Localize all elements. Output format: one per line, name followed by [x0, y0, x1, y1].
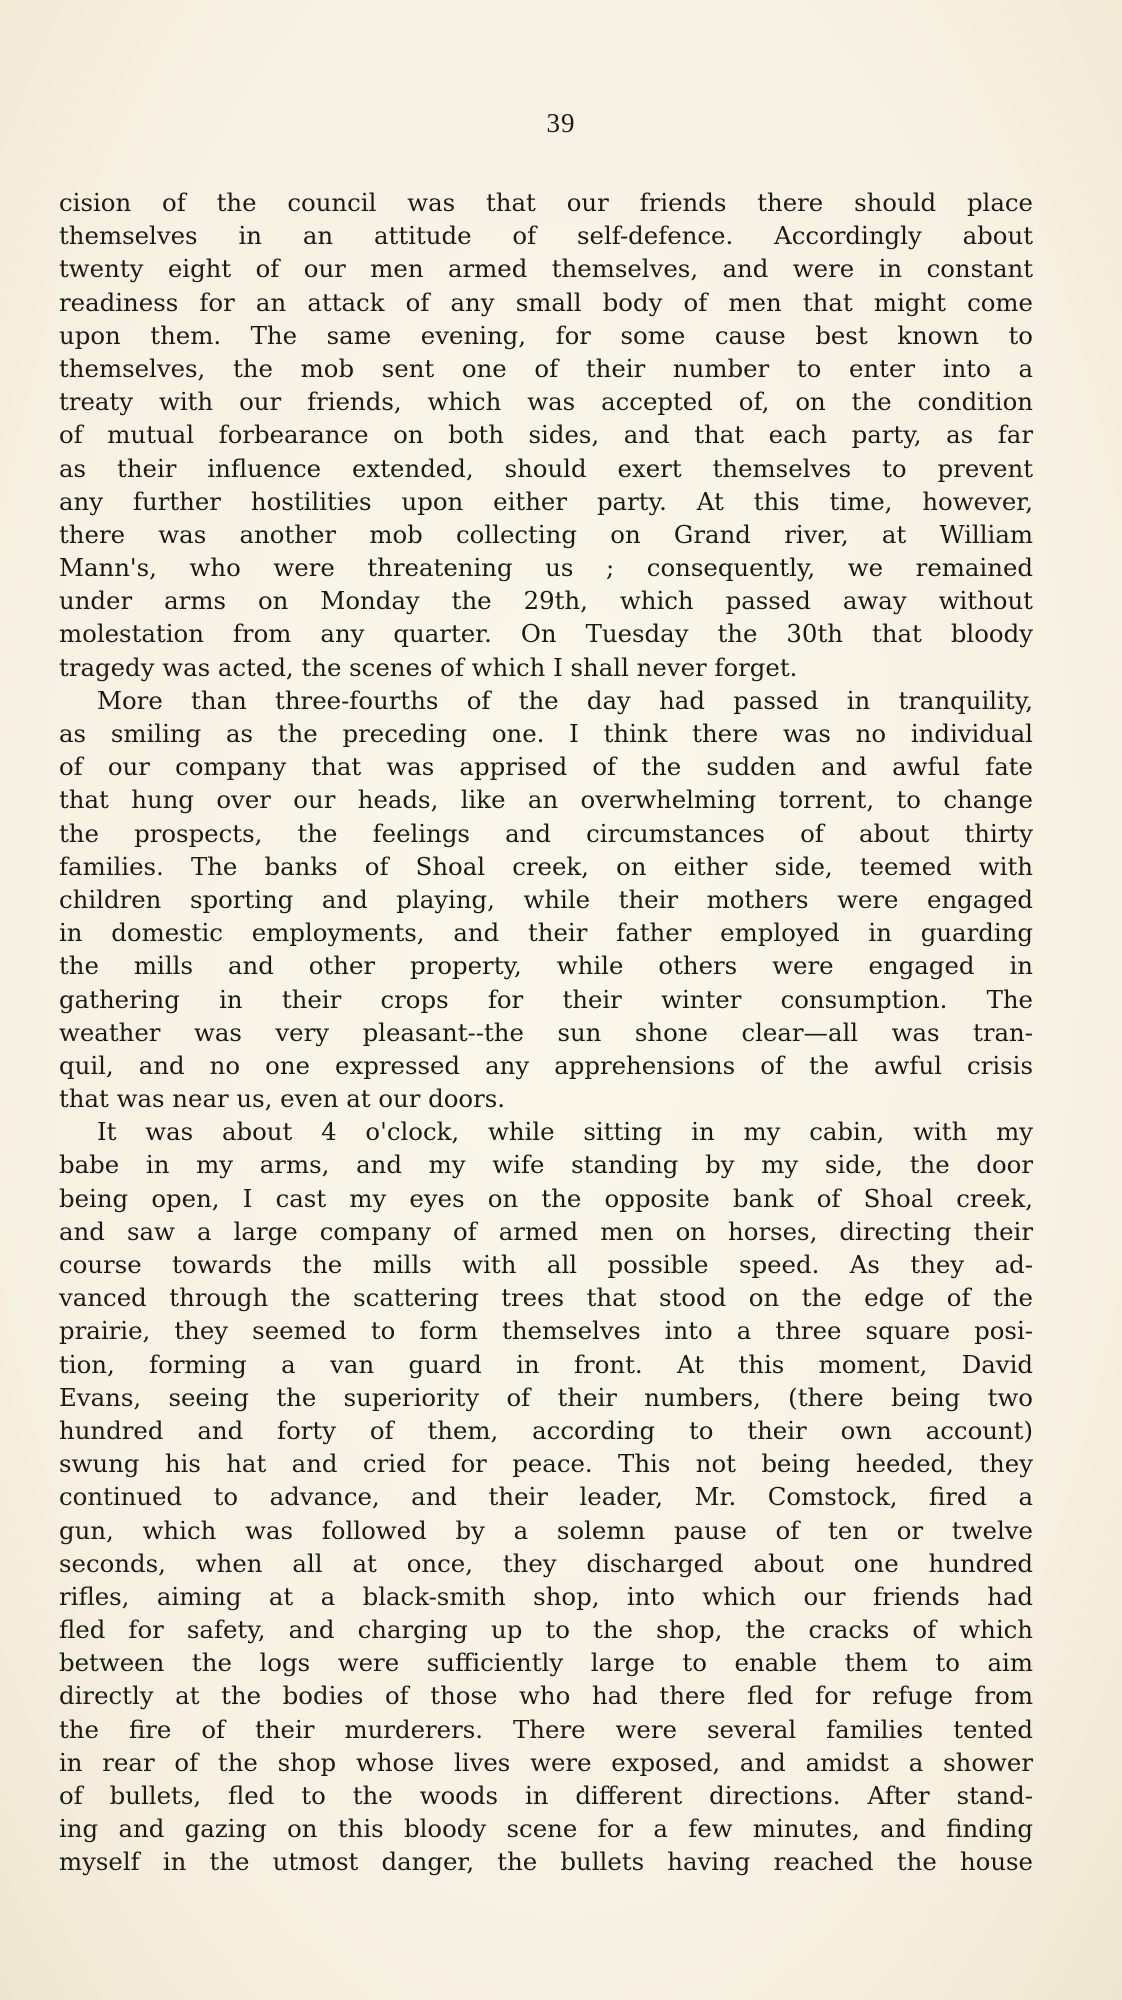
text-line: cision of the council was that our friends there should place	[59, 188, 1033, 217]
text-line: there was another mob collecting on Grand river, at William	[59, 519, 1033, 549]
text-line: It was about 4 o'clock, while sitting in my cabin, with my	[97, 1117, 1033, 1147]
text-line: the fire of their murderers. There were several families tented	[59, 1714, 1033, 1744]
text-line: of bullets, fled to the woods in different directions. After stand-	[59, 1781, 1033, 1810]
text-line: that was near us, even at our doors.	[59, 1084, 506, 1114]
body-text	[59, 186, 1033, 1879]
text-line: themselves in an attitude of self-defence. Accordingly about	[59, 221, 1033, 251]
text-line: upon them. The same evening, for some cause best known to	[59, 320, 1033, 350]
text-line: gathering in their crops for their winter consumption. The	[59, 984, 1033, 1014]
text-line: course towards the mills with all possible speed. As they ad-	[59, 1250, 1033, 1279]
text-line: Mann's, who were threatening us ; consequently, we remained	[59, 553, 1033, 583]
text-line: families. The banks of Shoal creek, on either side, teemed with	[59, 851, 1033, 881]
text-line: between the logs were sufficiently large to enable them to aim	[59, 1648, 1033, 1678]
text-line: tion, forming a van guard in front. At this moment, David	[59, 1349, 1033, 1379]
text-line: hundred and forty of them, according to their own account)	[59, 1415, 1033, 1445]
text-line: twenty eight of our men armed themselves, and were in constant	[59, 254, 1033, 284]
text-line: swung his hat and cried for peace. This not being heeded, they	[59, 1449, 1033, 1479]
text-line: of our company that was apprised of the sudden and awful fate	[59, 752, 1033, 782]
text-line: being open, I cast my eyes on the opposite bank of Shoal creek,	[59, 1183, 1033, 1213]
text-line: treaty with our friends, which was accepted of, on the condition	[59, 387, 1033, 417]
text-line: Evans, seeing the superiority of their numbers, (there being two	[59, 1382, 1033, 1412]
text-line: myself in the utmost danger, the bullets having reached the house	[59, 1847, 1033, 1877]
text-line: of mutual forbearance on both sides, and that each party, as far	[59, 420, 1033, 450]
text-line: under arms on Monday the 29th, which passed away without	[59, 586, 1033, 616]
text-line: children sporting and playing, while their mothers were engaged	[59, 884, 1033, 914]
text-line: ing and gazing on this bloody scene for a few minutes, and finding	[59, 1814, 1033, 1844]
text-line: prairie, they seemed to form themselves into a three square posi-	[59, 1316, 1033, 1346]
text-line: and saw a large company of armed men on horses, directing their	[59, 1216, 1033, 1246]
text-line: gun, which was followed by a solemn pause of ten or twelve	[59, 1515, 1033, 1545]
text-line: tragedy was acted, the scenes of which I shall never forget.	[59, 652, 798, 682]
text-line: that hung over our heads, like an overwhelming torrent, to change	[59, 785, 1033, 815]
text-line: babe in my arms, and my wife standing by my side, the door	[59, 1150, 1033, 1180]
text-line: weather was very pleasant--the sun shone clear—all was tran-	[59, 1017, 1033, 1047]
text-line: as smiling as the preceding one. I think there was no individual	[59, 719, 1033, 748]
text-line: in rear of the shop whose lives were exposed, and amidst a shower	[59, 1747, 1033, 1777]
text-line: the prospects, the feelings and circumstances of about thirty	[59, 818, 1033, 848]
text-line: in domestic employments, and their father employed in guarding	[59, 918, 1033, 948]
text-line: as their influence extended, should exert themselves to prevent	[59, 453, 1033, 483]
text-line: directly at the bodies of those who had there fled for refuge from	[59, 1681, 1033, 1711]
text-line: rifles, aiming at a black-smith shop, into which our friends had	[59, 1581, 1033, 1611]
page-number: 39	[546, 108, 576, 138]
text-line: More than three-fourths of the day had passed in tranquility,	[97, 685, 1033, 715]
text-line: themselves, the mob sent one of their number to enter into a	[59, 353, 1033, 383]
text-line: fled for safety, and charging up to the shop, the cracks of which	[59, 1615, 1033, 1645]
text-line: any further hostilities upon either party. At this time, however,	[59, 486, 1033, 516]
text-line: vanced through the scattering trees that stood on the edge of the	[59, 1283, 1033, 1313]
text-line: the mills and other property, while others were engaged in	[59, 951, 1033, 981]
text-line: readiness for an attack of any small body of men that might come	[59, 287, 1033, 317]
text-line: continued to advance, and their leader, Mr. Comstock, fired a	[59, 1482, 1033, 1512]
text-line: seconds, when all at once, they discharged about one hundred	[59, 1548, 1033, 1578]
text-line: molestation from any quarter. On Tuesday the 30th that bloody	[59, 619, 1033, 649]
text-line: quil, and no one expressed any apprehensions of the awful crisis	[59, 1050, 1033, 1080]
